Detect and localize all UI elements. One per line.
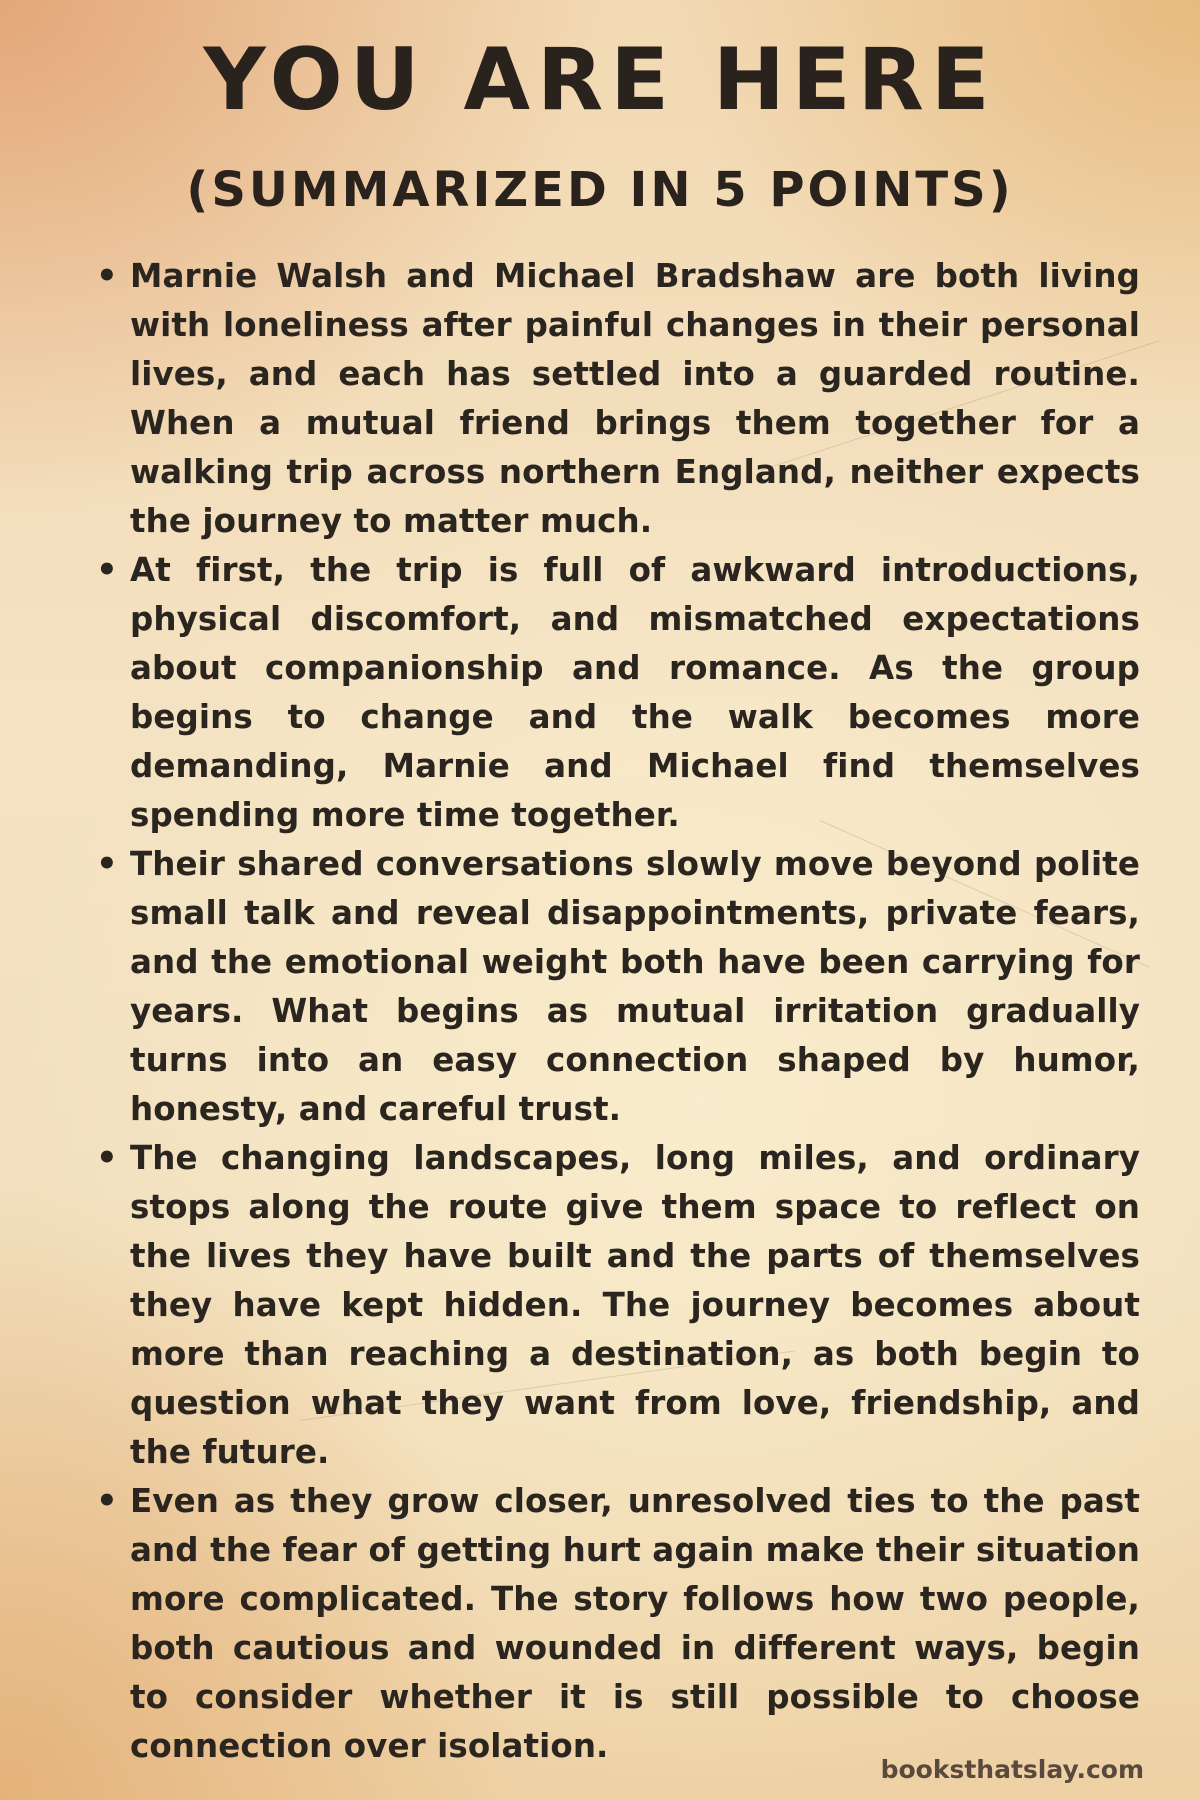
bullet-icon: • (96, 844, 118, 884)
site-watermark: booksthatslay.com (880, 1755, 1144, 1784)
page-subtitle: (SUMMARIZED IN 5 POINTS) (186, 162, 1014, 218)
summary-point-text: Even as they grow closer, unresolved ties to the past and the fear of getting hurt again make their situation more complicated. The story follows how two people, both cautious and wounded in different ways, begin to consider whether it is still possible to choose connection over isolation. (130, 1482, 1140, 1765)
bullet-icon: • (96, 550, 118, 590)
summary-point (90, 1134, 1140, 1477)
bullet-icon: • (96, 256, 118, 296)
summary-point (90, 252, 1140, 546)
bullet-icon: • (96, 1481, 118, 1521)
summary-points-list (90, 252, 1140, 1771)
page-title: YOU ARE HERE (203, 30, 997, 130)
summary-point (90, 1477, 1140, 1771)
summary-point-text: Their shared conversations slowly move beyond polite small talk and reveal disappointments, private fears, and the emotional weight both have been carrying for years. What begins as mutual irritation gradually turns into an easy connection shaped by humor, honesty, and careful trust. (130, 845, 1140, 1128)
summary-point (90, 840, 1140, 1134)
bullet-icon: • (96, 1138, 118, 1178)
summary-point (90, 546, 1140, 840)
summary-point-text: The changing landscapes, long miles, and ordinary stops along the route give them space to reflect on the lives they have built and the parts of themselves they have kept hidden. The journey becomes about more than reaching a destination, as both begin to question what they want from love, friendship, and the future. (130, 1139, 1140, 1471)
summary-point-text: At first, the trip is full of awkward introductions, physical discomfort, and mismatched expectations about companionship and romance. As the group begins to change and the walk becomes more demanding, Marnie and Michael find themselves spending more time together. (130, 551, 1140, 834)
summary-point-text: Marnie Walsh and Michael Bradshaw are both living with loneliness after painful changes in their personal lives, and each has settled into a guarded routine. When a mutual friend brings them together for a walking trip across northern England, neither expects the journey to matter much. (130, 257, 1140, 540)
